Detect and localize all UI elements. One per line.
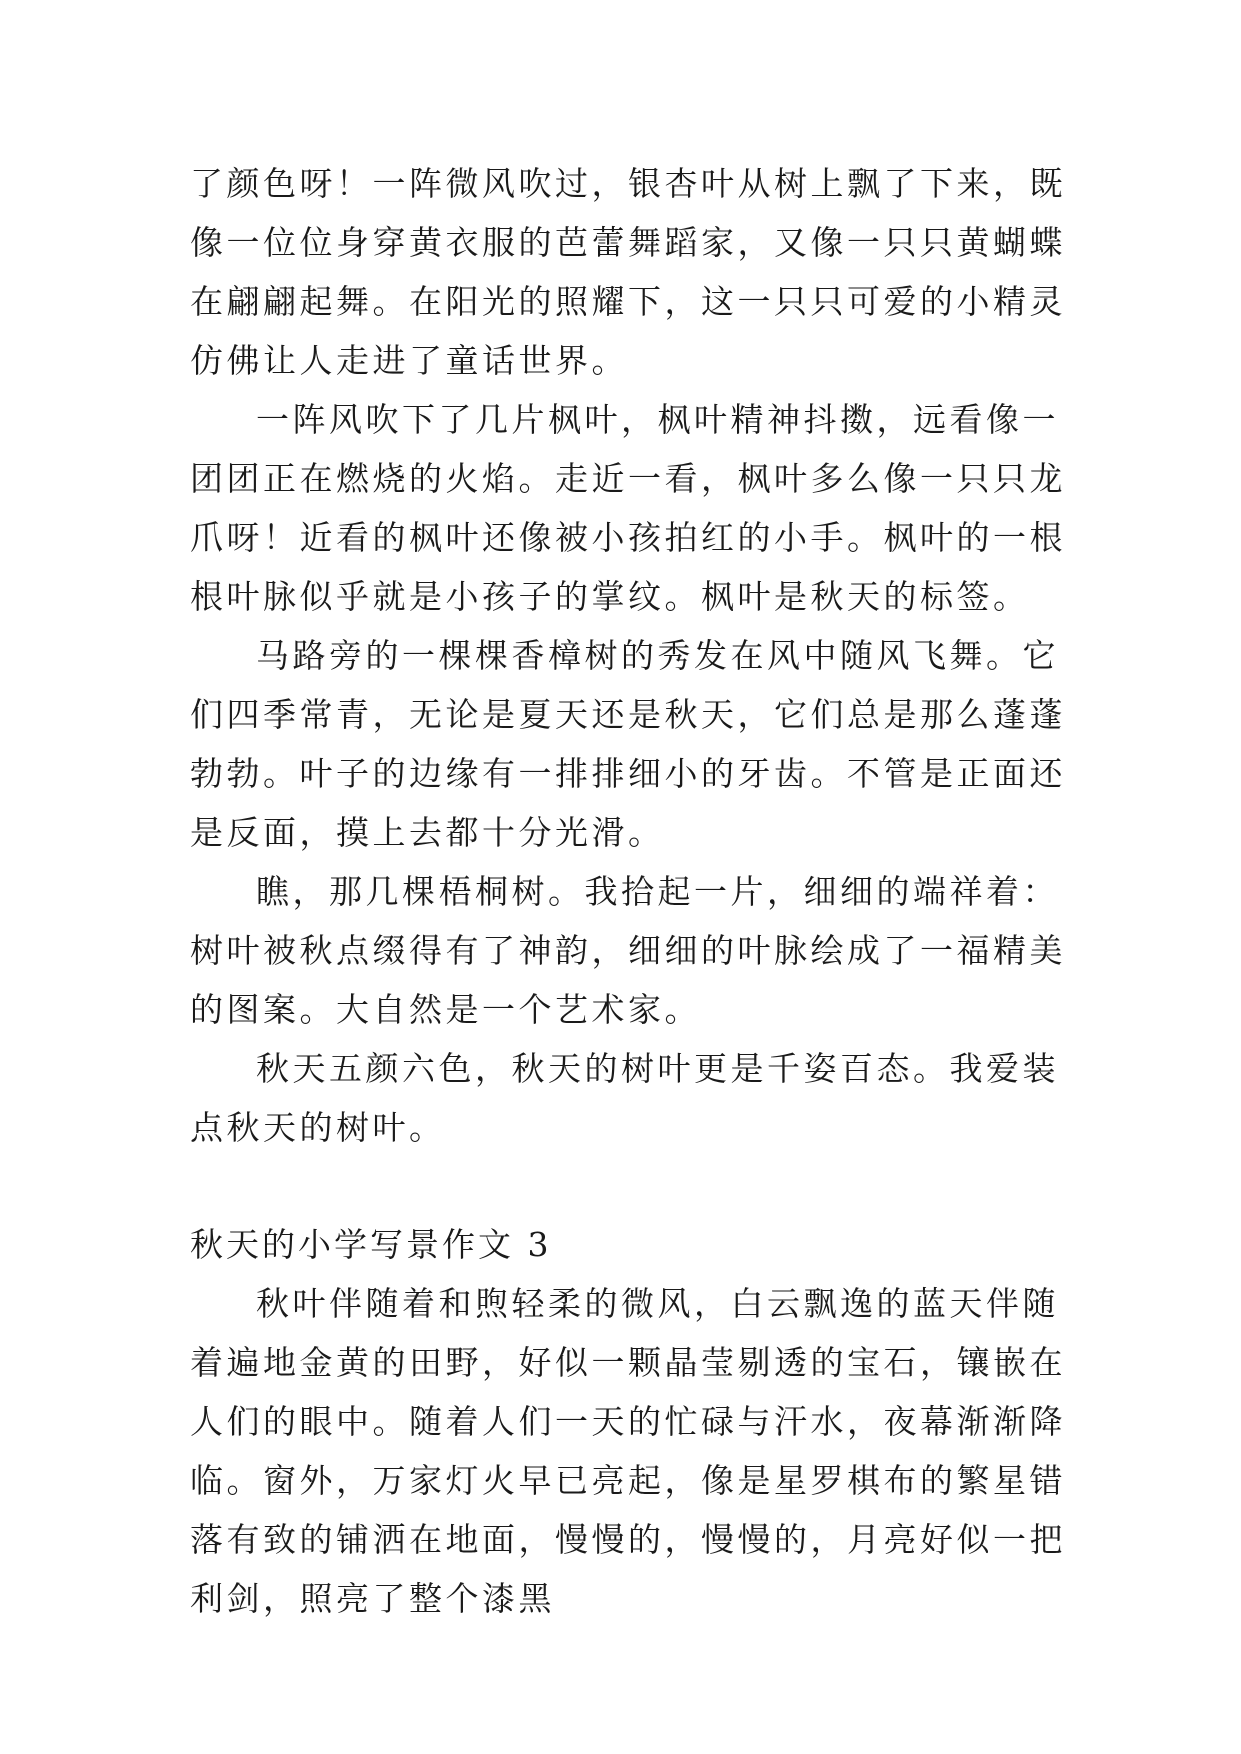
paragraph-autumn-night: 秋叶伴随着和煦轻柔的微风，白云飘逸的蓝天伴随着遍地金黄的田野，好似一颗晶莹剔透的宝石，镶嵌在人们的眼中。随着人们一天的忙碌与汗水，夜幕渐渐降临。窗外，万家灯火早已亮起，像是星罗棋布的繁星错落有致的铺洒在地面，慢慢的，慢慢的，月亮好似一把利剑，照亮了整个漆黑 <box>190 1284 1066 1618</box>
paragraph-maple-leaves: 一阵风吹下了几片枫叶，枫叶精神抖擞，远看像一团团正在燃烧的火焰。走近一看，枫叶多么像一只只龙爪呀！近看的枫叶还像被小孩拍红的小手。枫叶的一根根叶脉似乎就是小孩子的掌纹。枫叶是秋天的标签。 <box>190 400 1066 616</box>
paragraph-camphor-trees: 马路旁的一棵棵香樟树的秀发在风中随风飞舞。它们四季常青，无论是夏天还是秋天，它们总是那么蓬蓬勃勃。叶子的边缘有一排排细小的牙齿。不管是正面还是反面，摸上去都十分光滑。 <box>190 636 1066 852</box>
paragraph-continued: 了颜色呀！一阵微风吹过，银杏叶从树上飘了下来，既像一位位身穿黄衣服的芭蕾舞蹈家，又像一只只黄蝴蝶在翩翩起舞。在阳光的照耀下，这一只只可爱的小精灵仿佛让人走进了童话世界。 <box>190 164 1066 380</box>
paragraph-conclusion: 秋天五颜六色，秋天的树叶更是千姿百态。我爱装点秋天的树叶。 <box>190 1049 1059 1147</box>
paragraph-parasol-trees: 瞧，那几棵梧桐树。我拾起一片，细细的端祥着：树叶被秋点缀得有了神韵，细细的叶脉绘成了一福精美的图案。大自然是一个艺术家。 <box>190 872 1066 1029</box>
section-title: 秋天的小学写景作文 3 <box>190 1225 552 1264</box>
document-body <box>190 154 1070 1628</box>
